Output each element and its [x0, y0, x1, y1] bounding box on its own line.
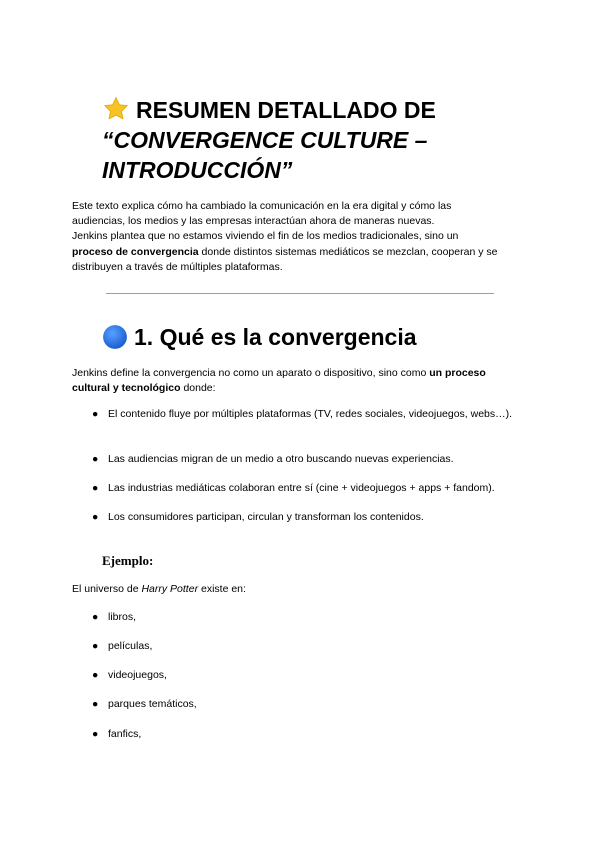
- star-icon: [102, 96, 130, 122]
- bullet-marker: ●: [92, 408, 99, 420]
- list-item-text: El contenido fluye por múltiples plataformas (TV, redes sociales, videojuegos, webs…).: [108, 408, 513, 420]
- definition-bold: cultural y tecnológico: [72, 382, 181, 395]
- bullet-marker: ●: [92, 453, 99, 465]
- list-item-text: Las audiencias migran de un medio a otro buscando nuevas experiencias.: [108, 453, 454, 465]
- list-item-text: películas,: [108, 640, 153, 652]
- bullet-marker: ●: [92, 511, 99, 523]
- document-title: [102, 95, 532, 185]
- section-heading: [102, 322, 417, 352]
- bullet-marker: ●: [92, 728, 99, 740]
- intro-bold-phrase: proceso de convergencia: [72, 245, 199, 258]
- list-item-text: Las industrias mediáticas colaboran entre sí (cine + videojuegos + apps + fandom).: [108, 482, 495, 494]
- title-line-2: “CONVERGENCE CULTURE –: [102, 127, 428, 153]
- list-item-text: videojuegos,: [108, 669, 167, 681]
- intro-line-rest: donde distintos sistemas mediáticos se mezclan, cooperan y se: [198, 245, 498, 258]
- title-line-3: INTRODUCCIÓN”: [102, 157, 293, 183]
- bullet-marker: ●: [92, 640, 99, 652]
- example-text: existe en:: [198, 583, 246, 595]
- list-item-text: parques temáticos,: [108, 698, 197, 710]
- bullet-marker: ●: [92, 611, 99, 623]
- example-paragraph: [72, 582, 532, 597]
- bullet-marker: ●: [92, 698, 99, 710]
- definition-paragraph: [72, 366, 532, 396]
- list-item-text: fanfics,: [108, 728, 142, 740]
- intro-line: [72, 245, 532, 260]
- bullet-marker: ●: [92, 669, 99, 681]
- intro-line: distribuyen a través de múltiples plataformas.: [72, 260, 283, 273]
- example-heading: Ejemplo:: [102, 553, 154, 568]
- intro-paragraph: [72, 199, 532, 275]
- definition-text: Jenkins define la convergencia no como un aparato o dispositivo, sino como: [72, 367, 430, 379]
- bullet-marker: ●: [92, 482, 99, 494]
- intro-line: Jenkins plantea que no estamos viviendo el fin de los medios tradicionales, sino un: [72, 230, 459, 243]
- title-line-1: RESUMEN DETALLADO DE: [136, 97, 436, 123]
- section-heading-text: 1. Qué es la convergencia: [134, 324, 417, 350]
- blue-circle-icon: [102, 324, 128, 350]
- example-italic-title: Harry Potter: [141, 583, 199, 595]
- list-item-text: Los consumidores participan, circulan y transforman los contenidos.: [108, 511, 424, 523]
- definition-bold: un proceso: [429, 367, 486, 379]
- example-text: El universo de: [72, 583, 142, 595]
- intro-line: audiencias, los medios y las empresas interactúan ahora de maneras nuevas.: [72, 215, 435, 228]
- list-item-text: libros,: [108, 611, 137, 623]
- horizontal-divider: [106, 293, 494, 294]
- intro-line: Este texto explica cómo ha cambiado la comunicación en la era digital y cómo las: [72, 200, 452, 212]
- definition-text: donde:: [180, 382, 216, 395]
